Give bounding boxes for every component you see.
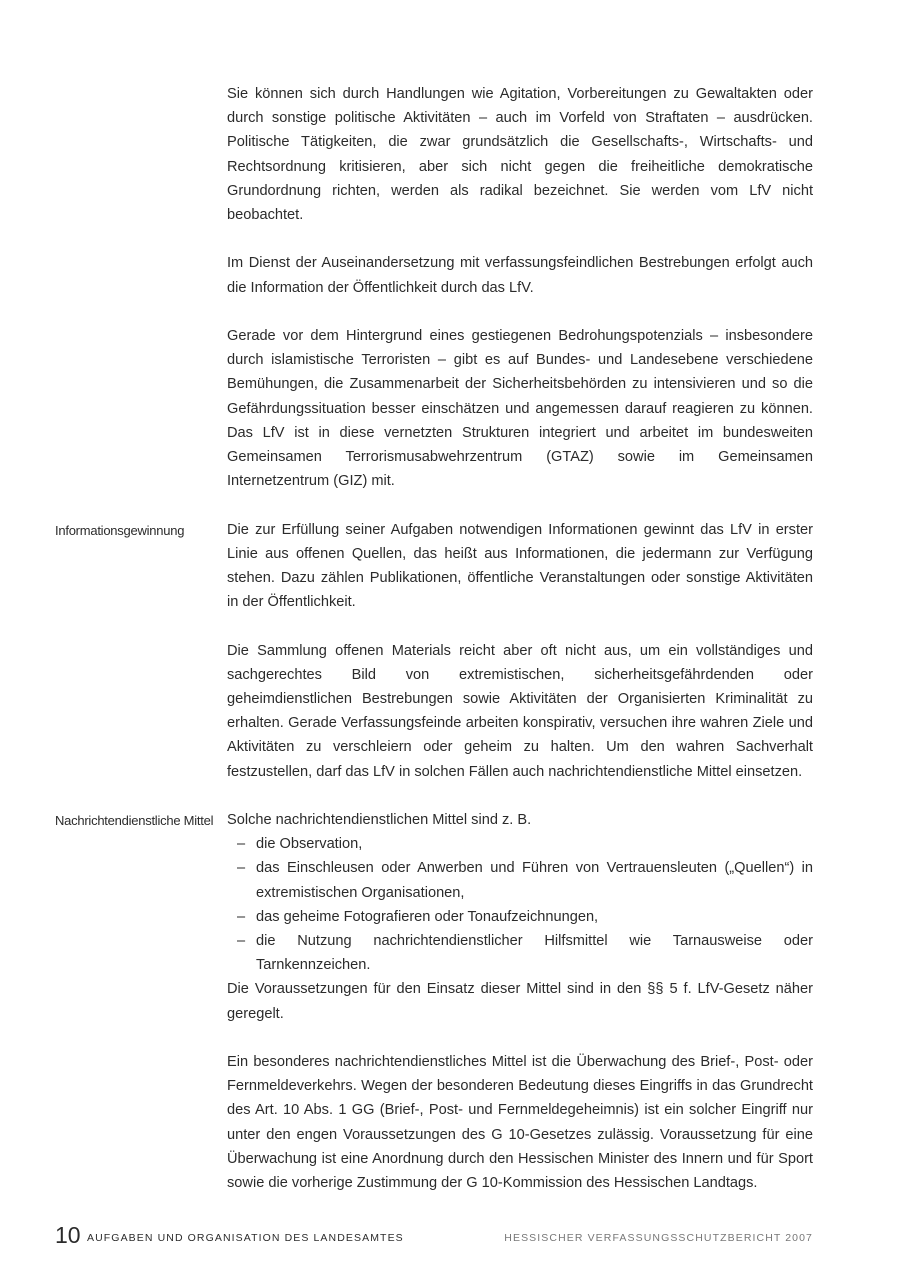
section-nachrichtendienstliche-mittel — [55, 808, 813, 977]
paragraph-open-sources: Die zur Erfüllung seiner Aufgaben notwendigen Informationen gewinnt das LfV in erster Linie aus offenen Quellen, das heißt aus Informationen, die jedermann zur Verfügung stehen. Dazu zählen Publikationen, öffentliche Veranstaltungen oder sonstige Aktivitäten in der Öffentlichkeit. — [227, 521, 813, 611]
dash-bullet: – — [237, 860, 246, 877]
section-informationsgewinnung — [55, 518, 813, 615]
dash-bullet: – — [237, 933, 246, 950]
dash-bullet: – — [237, 836, 246, 853]
body-column — [55, 82, 813, 1195]
footer-section-title: AUFGABEN UND ORGANISATION DES LANDESAMTES — [87, 1232, 404, 1244]
list-item — [227, 832, 813, 856]
footer-publication-title: HESSISCHER VERFASSUNGSSCHUTZBERICHT 2007 — [504, 1232, 813, 1244]
paragraph-public-information: Im Dienst der Auseinandersetzung mit verfassungsfeindlichen Bestrebungen erfolgt auch die Information der Öffentlichkeit durch das LfV. — [227, 255, 813, 296]
side-label-nachrichtendienstliche-mittel: Nachrichtendienstliche Mittel — [55, 813, 214, 829]
dash-bullet: – — [237, 908, 246, 925]
page-number: 10 — [55, 1222, 81, 1248]
paragraph-radical-activities: Sie können sich durch Handlungen wie Agitation, Vorbereitungen zu Gewaltakten oder durch sonstige politische Aktivitäten – auch im Vorfeld von Straftaten – ausdrücken. Politische Tätigkeiten, die zwar grundsätzlich die Gesellschafts-, Wirtschafts- und Rechtsordnung kritisieren, aber sich nicht gegen die freiheitliche demokratische Grundordnung richten, werden als radikal bezeichnet. Sie werden vom LfV nicht beobachtet. — [227, 86, 813, 224]
list-item-text: die Observation, — [256, 836, 363, 853]
paragraph-threat-cooperation: Gerade vor dem Hintergrund eines gestiegenen Bedrohungspotenzials – insbesondere durch islamistische Terroristen – gibt es auf Bundes- und Landesebene verschiedene Bemühungen, die Zusammenarbeit der Sicherheitsbehörden zu intensivieren und so die Gefährdungssituation besser einschätzen und angemessen darauf reagieren zu können. Das LfV ist in diese vernetzten Strukturen integriert und arbeitet im bundesweiten Gemeinsamen Terrorismusabwehrzentrum (GTAZ) sowie im Gemeinsamen Internetzentrum (GIZ) mit. — [227, 328, 813, 490]
paragraph-covert-means: Die Sammlung offenen Materials reicht aber oft nicht aus, um ein vollständiges und sachgerechtes Bild von extremistischen, sicherheitsgefährdenden oder geheimdienstlichen Bestrebungen sowie Aktivitäten der Organisierten Kriminalität zu erhalten. Gerade Verfassungsfeinde arbeiten konspirativ, versuchen ihre wahren Ziele und Aktivitäten zu verschleiern oder geheim zu halten. Um den wahren Sachverhalt festzustellen, darf das LfV in solchen Fällen auch nachrichtendienstliche Mittel einsetzen. — [227, 642, 813, 780]
side-label-informationsgewinnung: Informationsgewinnung — [55, 522, 185, 538]
list-item-text: die Nutzung nachrichtendienstlicher Hilfsmittel wie Tarnausweise oder Tarnkennzeichen. — [256, 933, 813, 974]
means-list — [227, 832, 813, 977]
paragraph-g10-surveillance: Ein besonderes nachrichtendienstliches Mittel ist die Überwachung des Brief-, Post- oder Fernmeldeverkehrs. Wegen der besonderen Bedeutung dieses Eingriffs in das Grundrecht des Art. 10 Abs. 1 GG (Brief-, Post- und Fernmeldegeheimnis) ist ein solcher Eingriff nur unter den engen Voraussetzungen des G 10-Gesetzes zulässig. Voraussetzung für eine Überwachung ist eine Anordnung durch den Hessischen Minister des Innern und für Sport sowie die vorherige Zustimmung der G 10-Kommission des Hessischen Landtags. — [227, 1054, 813, 1192]
page-footer — [55, 1221, 813, 1249]
list-item-text: das Einschleusen oder Anwerben und Führen von Vertrauensleuten („Quellen“) in extremistischen Organisationen, — [256, 860, 813, 901]
list-item — [227, 929, 813, 977]
list-item — [227, 905, 813, 929]
list-item — [227, 856, 813, 904]
list-item-text: das geheime Fotografieren oder Tonaufzeichnungen, — [256, 908, 599, 925]
paragraph-legal-basis: Die Voraussetzungen für den Einsatz dieser Mittel sind in den §§ 5 f. LfV-Gesetz näher geregelt. — [227, 981, 813, 1022]
paragraph-means-intro: Solche nachrichtendienstlichen Mittel sind z. B. — [227, 812, 532, 829]
